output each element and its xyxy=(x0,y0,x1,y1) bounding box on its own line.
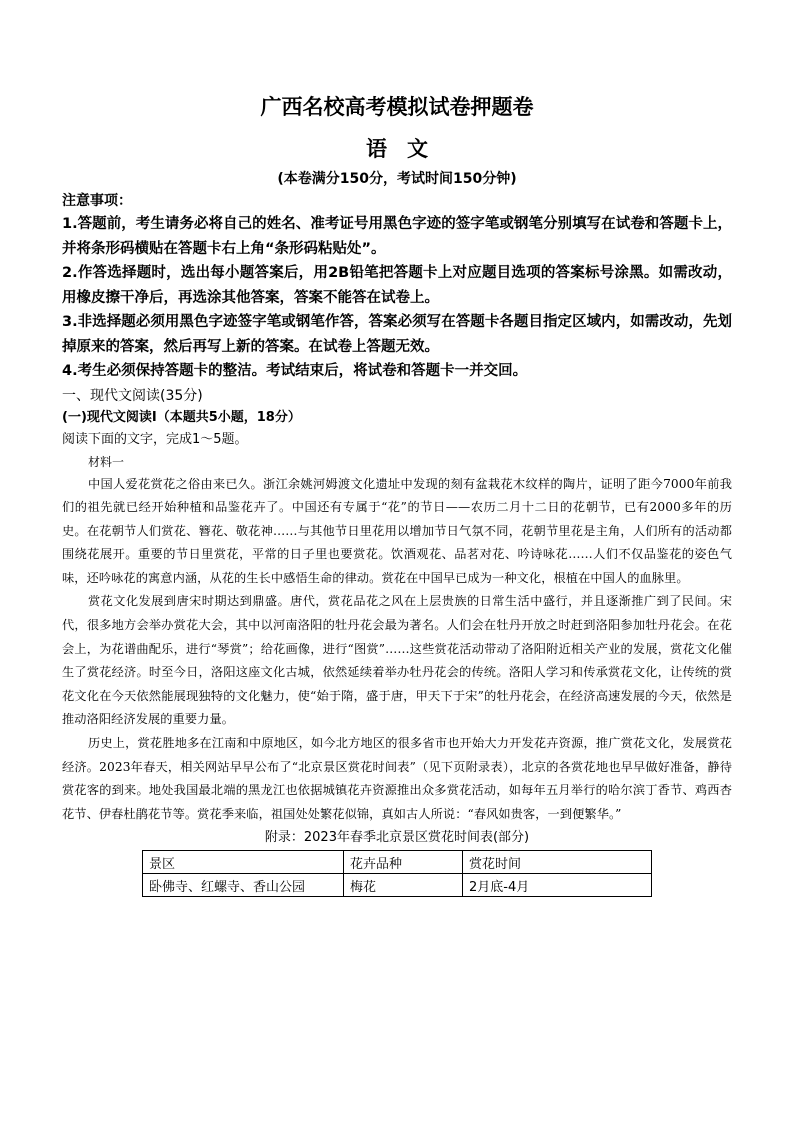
table-row xyxy=(143,874,652,897)
reading-instruction: 阅读下面的文字，完成1～5题。 xyxy=(62,431,248,447)
table-cell: 2月底-4月 xyxy=(463,874,652,897)
note-item-1: 1.答题前，考生请务必将自己的姓名、准考证号用黑色字迹的签字笔或钢笔分别填写在试卷和答题卡上，并将条形码横贴在答题卡右上角“条形码粘贴处”。 xyxy=(62,216,732,257)
note-item-4: 4.考生必须保持答题卡的整洁。考试结束后，将试卷和答题卡一并交回。 xyxy=(62,363,528,379)
exam-page xyxy=(62,92,732,897)
paragraph-2: 赏花文化发展到唐宋时期达到鼎盛。唐代，赏花品花之风在上层贵族的日常生活中盛行，并且逐渐推广到了民间。宋代，很多地方会举办赏花大会，其中以河南洛阳的牡丹花会最为著名。人们会在牡丹开放之时赶到洛阳参加牡丹花会。在花会上，为花谱曲配乐，进行“琴赏”；给花画像，进行“图赏”……这些赏花活动带动了洛阳附近相关产业的发展，赏花文化催生了赏花经济。时至今日，洛阳这座文化古城，依然延续着举办牡丹花会的传统。洛阳人学习和传承赏花文化，让传统的赏花文化在今天依然能展现独特的文化魅力，使“始于隋，盛于唐，甲天下于宋”的牡丹花会，在经济高速发展的今天，依然是推动洛阳经济发展的重要力量。 xyxy=(62,594,732,727)
table-caption: 附录：2023年春季北京景区赏花时间表(部分) xyxy=(264,830,530,846)
exam-title: 广西名校高考模拟试卷押题卷 xyxy=(260,95,534,119)
paragraph-3: 历史上，赏花胜地多在江南和中原地区，如今北方地区的很多省市也开始大力开发花卉资源，推广赏花文化，发展赏花经济。2023年春天，相关网站早早公布了“北京景区赏花时间表”（见下页附录表），北京的各赏花地也早早做好准备，静待赏花客的到来。地处我国最北端的黑龙江也依据城镇花卉资源推出众多赏花活动，如每年五月举行的哈尔滨丁香节、鸡西杏花节、伊春杜鹃花节等。赏花季来临，祖国处处繁花似锦，真如古人所说：“春风如贵客，一到便繁华。” xyxy=(62,736,732,821)
table-header-cell: 赏花时间 xyxy=(463,851,652,874)
section-heading: 一、现代文阅读(35分) xyxy=(62,387,203,404)
exam-info: (本卷满分150分，考试时间150分钟) xyxy=(277,171,517,187)
table-header-row xyxy=(143,851,652,874)
note-item-2: 2.作答选择题时，选出每小题答案后，用2B铅笔把答题卡上对应题目选项的答案标号涂黑。如需改动，用橡皮擦干净后，再选涂其他答案，答案不能答在试卷上。 xyxy=(62,265,732,306)
notes-block xyxy=(62,190,732,384)
subsection-heading: (一)现代文阅读Ⅰ（本题共5小题，18分） xyxy=(62,409,301,425)
note-item-3: 3.非选择题必须用黑色字迹签字笔或钢笔作答，答案必须写在答题卡各题目指定区域内，如需改动，先划掉原来的答案，然后再写上新的答案。在试卷上答题无效。 xyxy=(62,314,732,355)
subject-title: 语文 xyxy=(366,137,448,161)
bloom-schedule-table xyxy=(142,850,652,897)
table-cell: 梅花 xyxy=(344,874,463,897)
material-label: 材料一 xyxy=(88,454,125,469)
table-header-cell: 景区 xyxy=(143,851,344,874)
table-cell: 卧佛寺、红螺寺、香山公园 xyxy=(143,874,344,897)
table-header-cell: 花卉品种 xyxy=(344,851,463,874)
paragraph-1: 中国人爱花赏花之俗由来已久。浙江余姚河姆渡文化遗址中发现的刻有盆栽花木纹样的陶片，证明了距今7000年前我们的祖先就已经开始种植和品鉴花卉了。中国还有专属于“花”的节日——农历二月十二日的花朝节，已有2000多年的历史。在花朝节人们赏花、簪花、敬花神……与其他节日里花用以增加节日气氛不同，花朝节里花是主角，人们所有的活动都围绕花展开。重要的节日里赏花，平常的日子里也要赏花。饮酒观花、品茗对花、吟诗咏花……人们不仅品鉴花的姿色气味，还吟咏花的寓意内涵，从花的生长中感悟生命的律动。赏花在中国早已成为一种文化，根植在中国人的血脉里。 xyxy=(62,476,732,585)
notes-heading: 注意事项： xyxy=(62,193,132,209)
